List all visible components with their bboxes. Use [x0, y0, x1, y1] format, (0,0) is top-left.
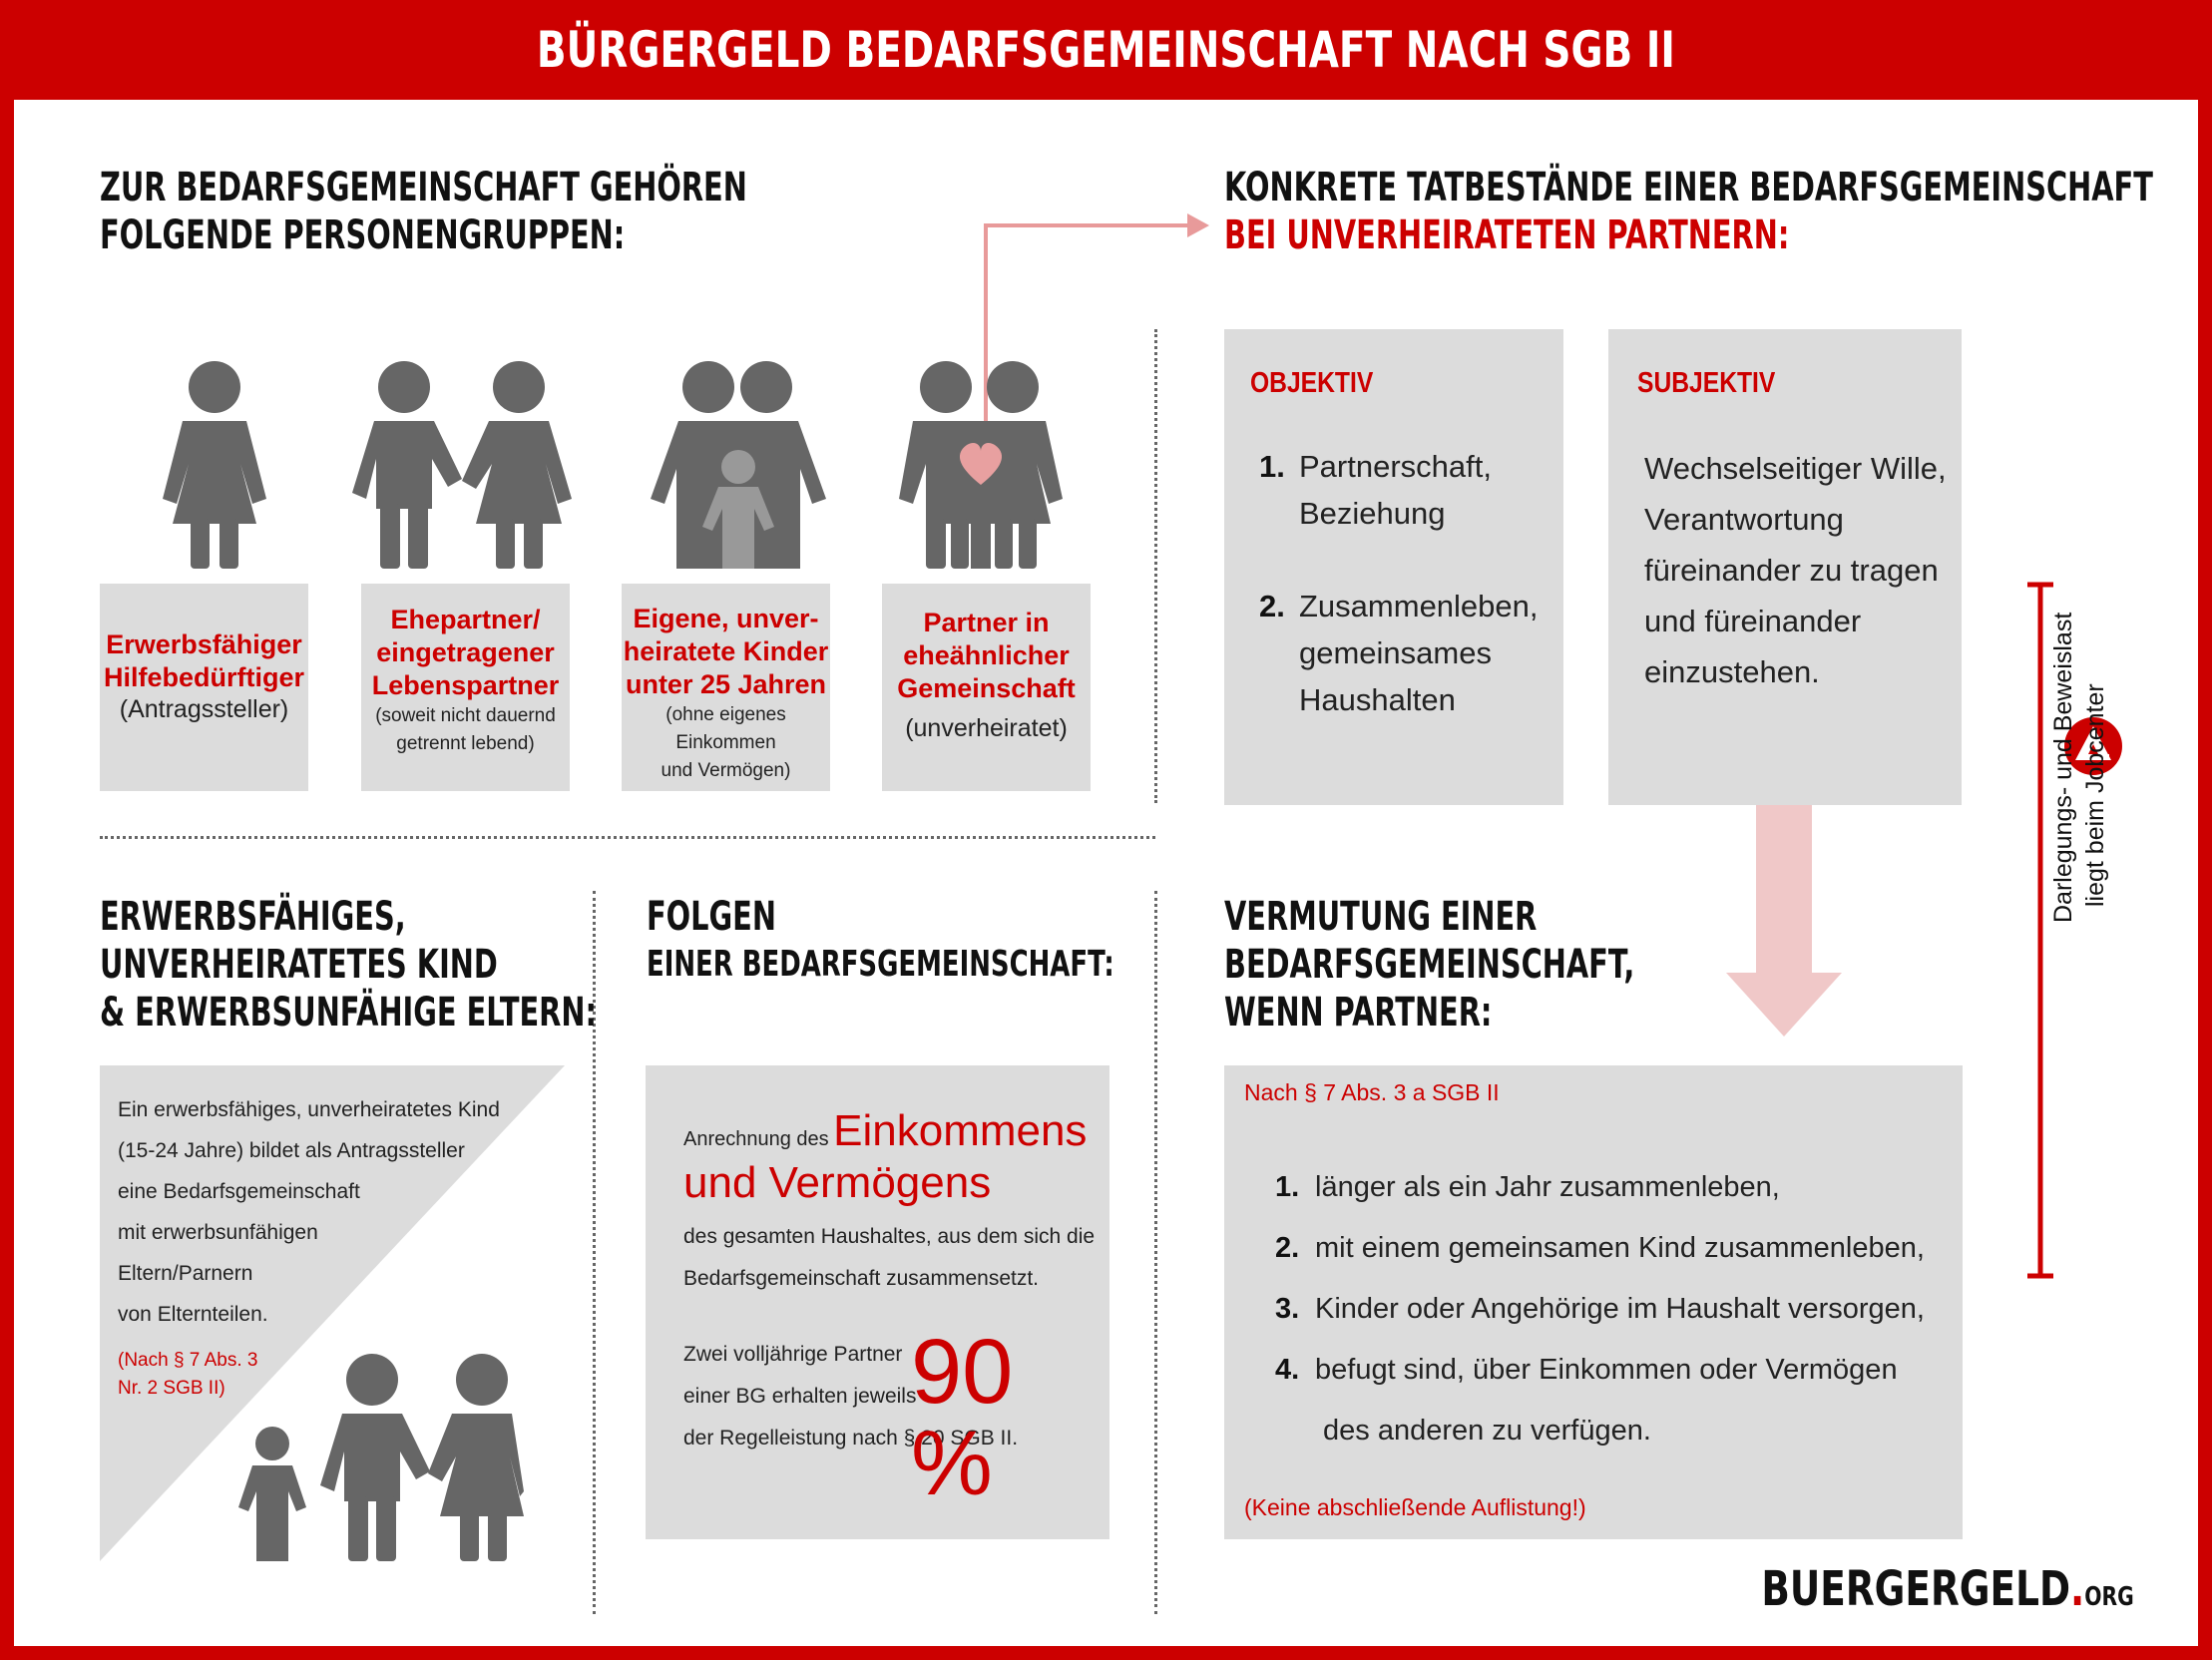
child-heading-line: & ERWERBSUNFÄHIGE ELTERN: [100, 990, 597, 1036]
list-number: 2. [1259, 589, 1285, 623]
child-ref: (Nach § 7 Abs. 3 [118, 1350, 258, 1371]
percentage-highlight: 90 % [911, 1321, 1014, 1514]
group-title: Ehepartner/ [390, 605, 541, 634]
list-text: gemeinsames [1299, 635, 1492, 670]
groups-heading-line2: FOLGENDE PERSONENGRUPPEN: [100, 212, 626, 258]
group-subtitle: (ohne eigenes [665, 704, 786, 725]
child-body-line: mit erwerbsunfähigen [118, 1221, 318, 1244]
brand-name: BUERGERGELD [1761, 1561, 2071, 1617]
group-caption-children [622, 603, 830, 785]
burden-line: Darlegungs- und Beweislast [2049, 612, 2077, 923]
separator [1154, 329, 1157, 803]
group-title: Lebenspartner [371, 670, 560, 700]
list-text: mit einem gemeinsamen Kind zusammenleben, [1315, 1232, 1925, 1264]
group-title: Gemeinschaft [897, 673, 1076, 703]
list-number: 4. [1275, 1354, 1300, 1386]
objektiv-list [1259, 443, 1539, 723]
child-body-line: Eltern/Parnern [118, 1262, 253, 1285]
regelleistung-text: einer BG erhalten jeweils [683, 1385, 917, 1408]
burden-text [2047, 613, 2111, 923]
list-number: 2. [1275, 1232, 1300, 1264]
couple-heart-icon [891, 359, 1071, 569]
brand-logo [1762, 1561, 2134, 1617]
group-title: heiratete Kinder [623, 636, 829, 666]
person-icon [145, 359, 284, 569]
group-title: Eigene, unver- [633, 604, 819, 633]
group-subtitle: und Vermögen) [661, 760, 791, 781]
child-parents-icon [224, 1352, 524, 1561]
couple-icon [344, 359, 584, 569]
income-highlight: und Vermögens [683, 1158, 992, 1207]
group-subtitle: (unverheiratet) [905, 714, 1068, 742]
list-text: Kinder oder Angehörige im Haushalt versorgen, [1315, 1293, 1925, 1325]
income-text: Bedarfsgemeinschaft zusammensetzt. [683, 1267, 1039, 1290]
group-subtitle: (soweit nicht dauernd [375, 705, 556, 726]
criteria-heading-line1: KONKRETE TATBESTÄNDE EINER BEDARFSGEMEINSCHAFT [1224, 165, 2153, 210]
child-body-line: von Elternteilen. [118, 1303, 268, 1326]
child-heading-line: ERWERBSFÄHIGES, [100, 894, 406, 940]
group-caption-spouse [361, 604, 570, 758]
list-text: Beziehung [1299, 496, 1446, 531]
separator [100, 836, 1155, 839]
criteria-heading-line2: BEI UNVERHEIRATETEN PARTNERN: [1224, 212, 1790, 258]
consequences-heading-line: EINER BEDARFSGEMEINSCHAFT: [647, 944, 1114, 985]
list-number: 1. [1275, 1171, 1300, 1203]
group-title: unter 25 Jahren [625, 669, 827, 699]
income-highlight: Einkommens [833, 1106, 1088, 1155]
regelleistung-block [683, 1321, 1103, 1514]
presumption-ref: Nach § 7 Abs. 3 a SGB II [1244, 1079, 1500, 1105]
brand-dot: . [2070, 1561, 2085, 1617]
objektiv-label: OBJEKTIV [1250, 367, 1374, 399]
child-body-line: Ein erwerbsfähiges, unverheiratetes Kind [118, 1098, 500, 1121]
list-number: 3. [1275, 1293, 1300, 1325]
brand-tld: ORG [2084, 1582, 2134, 1612]
subjektiv-text [1644, 443, 1947, 697]
presumption-list [1275, 1157, 1925, 1461]
criteria-heading [1224, 164, 2153, 259]
list-text: befugt sind, über Einkommen oder Vermögen [1315, 1354, 1898, 1386]
presumption-heading-line: WENN PARTNER: [1224, 990, 1493, 1036]
group-caption-applicant [100, 628, 308, 725]
groups-heading-line1: ZUR BEDARFSGEMEINSCHAFT GEHÖREN [100, 165, 747, 210]
income-prefix: Anrechnung des [683, 1128, 829, 1150]
group-title: Erwerbsfähiger [106, 629, 302, 659]
group-subtitle: getrennt lebend) [396, 733, 535, 754]
presumption-heading [1224, 893, 1634, 1037]
burden-line: liegt beim Jobcenter [2081, 683, 2109, 907]
subjektiv-line: einzustehen. [1644, 654, 1820, 689]
separator [1154, 891, 1157, 1614]
page-title: BÜRGERGELD BEDARFSGEMEINSCHAFT NACH SGB II [537, 21, 1675, 79]
consequences-heading [647, 893, 1114, 989]
list-text: des anderen zu verfügen. [1323, 1415, 1651, 1447]
list-number: 1. [1259, 449, 1285, 484]
group-title: Hilfebedürftiger [103, 662, 304, 692]
presumption-heading-line: VERMUTUNG EINER [1224, 894, 1538, 940]
presumption-note: (Keine abschließende Auflistung!) [1244, 1494, 1586, 1520]
list-text: länger als ein Jahr zusammenleben, [1315, 1171, 1780, 1203]
group-subtitle: (Antragssteller) [119, 695, 289, 723]
subjektiv-line: und füreinander [1644, 604, 1862, 638]
child-heading [100, 893, 597, 1037]
income-text: des gesamten Haushaltes, aus dem sich die [683, 1225, 1096, 1248]
down-arrow-icon [1726, 805, 1842, 1039]
subjektiv-label: SUBJEKTIV [1637, 367, 1776, 399]
group-title: Partner in [923, 608, 1050, 637]
group-title: eheähnlicher [903, 640, 1070, 670]
child-ref: Nr. 2 SGB II) [118, 1378, 225, 1399]
child-body-line: (15-24 Jahre) bildet als Antragssteller [118, 1139, 465, 1162]
child-heading-line: UNVERHEIRATETES KIND [100, 942, 498, 988]
consequences-heading-line: FOLGEN [647, 894, 776, 940]
list-text: Haushalten [1299, 682, 1456, 717]
regelleistung-text: der Regelleistung nach § 20 SGB II. [683, 1427, 1019, 1450]
subjektiv-line: Wechselseitiger Wille, [1644, 451, 1947, 486]
family-icon [639, 359, 838, 569]
list-text: Partnerschaft, [1299, 449, 1492, 484]
subjektiv-line: füreinander zu tragen [1644, 553, 1939, 588]
regelleistung-text: Zwei volljährige Partner [683, 1343, 903, 1366]
subjektiv-line: Verantwortung [1644, 502, 1844, 537]
list-text: Zusammenleben, [1299, 589, 1539, 623]
child-body-line: eine Bedarfsgemeinschaft [118, 1180, 360, 1203]
presumption-heading-line: BEDARFSGEMEINSCHAFT, [1224, 942, 1635, 988]
consequences-body [683, 1102, 1103, 1514]
group-caption-partner [882, 607, 1091, 744]
groups-heading [100, 164, 747, 259]
group-subtitle: Einkommen [675, 732, 776, 753]
group-title: eingetragener [376, 637, 555, 667]
